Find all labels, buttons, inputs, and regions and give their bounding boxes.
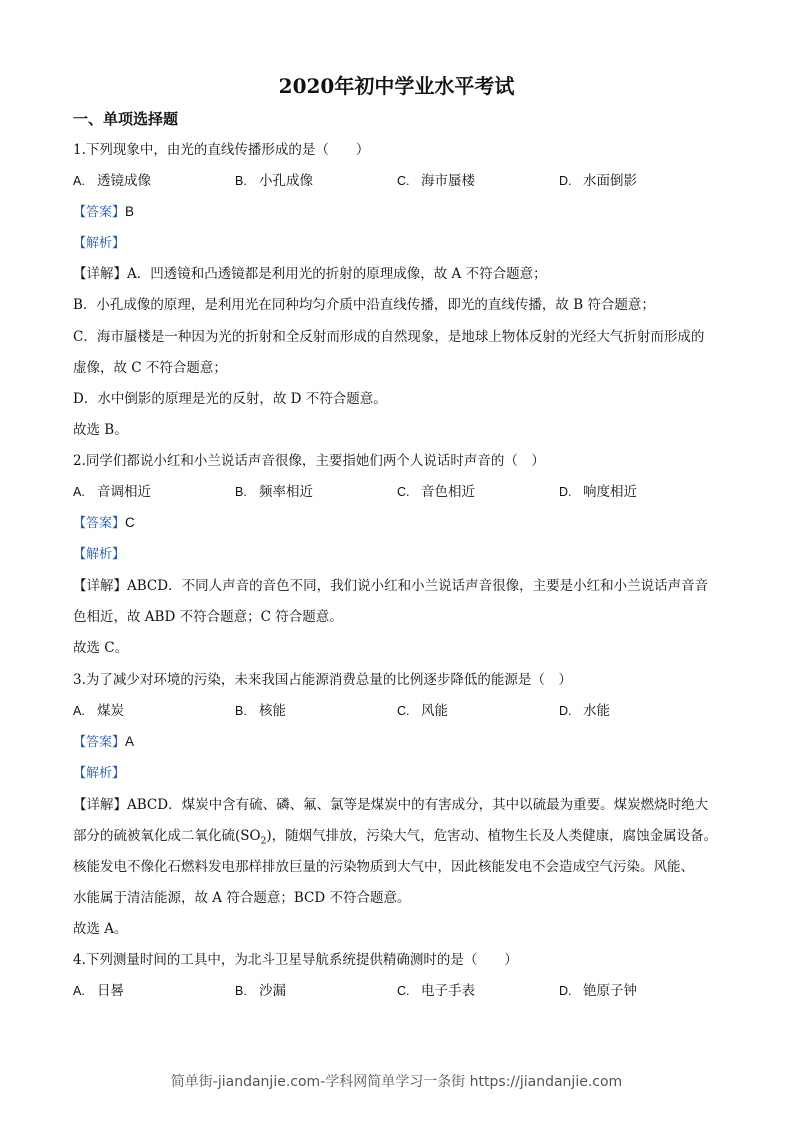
option-key: D. bbox=[559, 174, 572, 188]
option-a bbox=[73, 483, 151, 501]
document-title: 2020年初中学业水平考试 bbox=[278, 74, 515, 98]
answer-line bbox=[73, 514, 723, 533]
detail-text: 部分的硫被氧化成二氧化硫(SO bbox=[73, 828, 261, 844]
answer-value: A bbox=[125, 734, 135, 749]
option-b bbox=[235, 982, 286, 1000]
subscript: 2 bbox=[260, 836, 267, 847]
detail-line: C．海市蜃楼是一种因为光的折射和全反射而形成的自然现象，是地球上物体反射的光经大气折射而形成的 bbox=[73, 329, 705, 345]
detail-line: D．水中倒影的原理是光的反射，故 D 不符合题意。 bbox=[73, 391, 387, 407]
option-text: 音调相近 bbox=[97, 484, 151, 500]
option-text: 音色相近 bbox=[421, 484, 475, 500]
option-c bbox=[397, 702, 448, 720]
option-text: 电子手表 bbox=[421, 983, 475, 999]
option-text: 小孔成像 bbox=[259, 173, 313, 189]
option-key: A. bbox=[73, 704, 85, 718]
option-c bbox=[397, 982, 475, 1000]
section-heading: 一、单项选择题 bbox=[73, 110, 179, 128]
detail-line bbox=[73, 796, 723, 814]
option-text: 响度相近 bbox=[583, 484, 637, 500]
analysis-tag: 【解析】 bbox=[73, 766, 126, 781]
option-d bbox=[559, 982, 637, 1000]
answer-line bbox=[73, 733, 723, 752]
detail-text: ABCD．煤炭中含有硫、磷、氟、氯等是煤炭中的有害成分，其中以硫最为重要。煤炭燃烧时绝大 bbox=[127, 797, 709, 813]
option-text: 水面倒影 bbox=[583, 173, 637, 189]
detail-line: 水能属于清洁能源，故 A 符合题意；BCD 不符合题意。 bbox=[73, 890, 411, 906]
option-key: A. bbox=[73, 485, 85, 499]
option-text: 铯原子钟 bbox=[583, 983, 637, 999]
option-c bbox=[397, 483, 475, 501]
detail-line bbox=[73, 577, 723, 595]
option-key: D. bbox=[559, 485, 572, 499]
question-4-stem: 4.下列测量时间的工具中，为北斗卫星导航系统提供精确测时的是（ ） bbox=[73, 952, 518, 968]
analysis-tag: 【解析】 bbox=[73, 236, 126, 251]
detail-line: B．小孔成像的原理，是利用光在同种均匀介质中沿直线传播，即光的直线传播，故 B 符合题意； bbox=[73, 297, 655, 313]
answer-tag: 【答案】 bbox=[73, 516, 126, 531]
option-key: B. bbox=[235, 704, 247, 718]
option-text: 透镜成像 bbox=[97, 173, 151, 189]
option-d bbox=[559, 702, 610, 720]
detail-line: 虚像，故 C 不符合题意； bbox=[73, 360, 227, 376]
option-b bbox=[235, 702, 286, 720]
option-text: 核能 bbox=[259, 703, 286, 719]
detail-tag: 【详解】 bbox=[73, 266, 127, 282]
option-text: 日晷 bbox=[97, 983, 124, 999]
detail-text: ABCD．不同人声音的音色不同，我们说小红和小兰说话声音很像，主要是小红和小兰说话声音音 bbox=[127, 578, 709, 594]
detail-line bbox=[73, 265, 723, 283]
option-text: 海市蜃楼 bbox=[421, 173, 475, 189]
detail-line: 色相近，故 ABD 不符合题意；C 符合题意。 bbox=[73, 609, 343, 625]
option-text: 沙漏 bbox=[259, 983, 286, 999]
answer-line bbox=[73, 203, 723, 222]
detail-text: )，随烟气排放，污染大气，危害动、植物生长及人类健康，腐蚀金属设备。 bbox=[266, 828, 718, 844]
option-d bbox=[559, 483, 637, 501]
option-a bbox=[73, 982, 124, 1000]
option-text: 水能 bbox=[583, 703, 610, 719]
question-2-stem: 2.同学们都说小红和小兰说话声音很像，主要指她们两个人说话时声音的（ ） bbox=[73, 453, 545, 469]
analysis-line bbox=[73, 764, 723, 783]
detail-text: A．凹透镜和凸透镜都是利用光的折射的原理成像，故 A 不符合题意； bbox=[127, 266, 547, 282]
option-d bbox=[559, 172, 637, 190]
analysis-line bbox=[73, 545, 723, 564]
analysis-tag: 【解析】 bbox=[73, 547, 126, 562]
detail-line bbox=[73, 827, 723, 851]
question-1-stem: 1.下列现象中，由光的直线传播形成的是（ ） bbox=[73, 142, 370, 158]
option-b bbox=[235, 483, 313, 501]
option-text: 风能 bbox=[421, 703, 448, 719]
detail-tag: 【详解】 bbox=[73, 797, 127, 813]
conclusion-line: 故选 C。 bbox=[73, 640, 129, 656]
option-c bbox=[397, 172, 475, 190]
question-3-stem: 3.为了减少对环境的污染，未来我国占能源消费总量的比例逐步降低的能源是（ ） bbox=[73, 672, 572, 688]
option-b bbox=[235, 172, 313, 190]
answer-tag: 【答案】 bbox=[73, 205, 126, 220]
option-key: C. bbox=[397, 174, 410, 188]
option-text: 煤炭 bbox=[97, 703, 124, 719]
option-a bbox=[73, 172, 151, 190]
option-key: B. bbox=[235, 485, 247, 499]
detail-tag: 【详解】 bbox=[73, 578, 127, 594]
option-key: C. bbox=[397, 704, 410, 718]
option-key: A. bbox=[73, 984, 85, 998]
option-key: B. bbox=[235, 984, 247, 998]
option-a bbox=[73, 702, 124, 720]
page-footer: 简单街-jiandanjie.com-学科网简单学习一条街 https://jiandanjie.com bbox=[170, 1074, 623, 1090]
conclusion-line: 故选 A。 bbox=[73, 921, 128, 937]
option-key: D. bbox=[559, 984, 572, 998]
option-key: D. bbox=[559, 704, 572, 718]
option-key: C. bbox=[397, 485, 410, 499]
answer-value: C bbox=[125, 515, 135, 530]
detail-line: 核能发电不像化石燃料发电那样排放巨量的污染物质到大气中，因此核能发电不会造成空气污染。风能、 bbox=[73, 859, 694, 875]
analysis-line bbox=[73, 234, 723, 253]
option-key: C. bbox=[397, 984, 410, 998]
option-text: 频率相近 bbox=[259, 484, 313, 500]
conclusion-line: 故选 B。 bbox=[73, 422, 128, 438]
option-key: B. bbox=[235, 174, 247, 188]
answer-tag: 【答案】 bbox=[73, 735, 126, 750]
answer-value: B bbox=[125, 204, 135, 219]
option-key: A. bbox=[73, 174, 85, 188]
